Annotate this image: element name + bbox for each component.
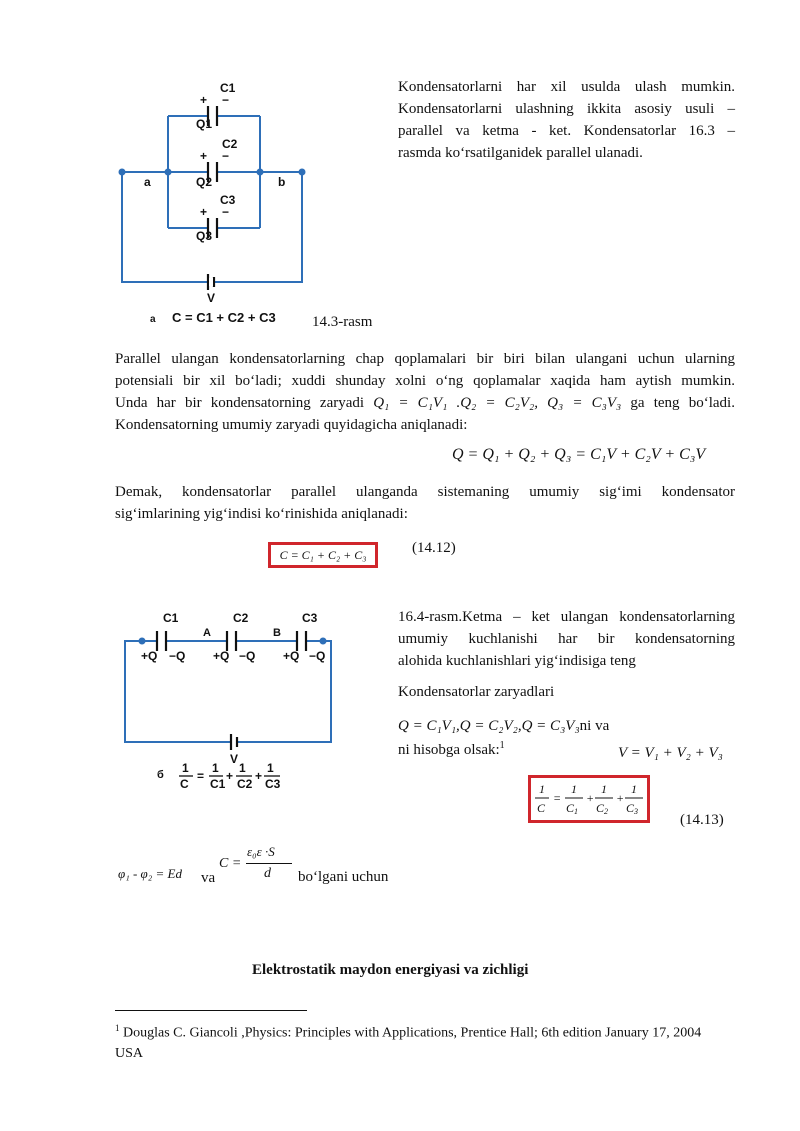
svg-text:C3: C3 [626,801,639,816]
parallel-paragraph [115,348,735,436]
intro-text [398,76,735,164]
svg-text:1: 1 [631,782,637,796]
node-left [139,638,146,645]
node-b [257,169,264,176]
charge-plus: +Q [213,649,230,663]
voltage-sum-equation: V = V₁ + V₂ + V₃ [618,745,723,761]
total-charge-equation: Q = Q₁ + Q₂ + Q₃ = C₁V + C₂V + C₃V [452,446,706,463]
svg-text:C1: C1 [566,801,579,816]
label-q3: Q3 [196,229,213,243]
text-line: Kondensatorlarni ulashning ikkita asosiy usuli – [398,101,735,117]
charge-plus: +Q [283,649,300,663]
text-line: rasmda ko‘rsatilganidek parallel ulanadi. [398,145,643,161]
footnote-line: $^1$ Douglas C. Giancoli ,Physics: Principles with Applications, Prentice Hall; 6th edition January 17, 2004 [115,1023,702,1041]
fraction-denominator: C2 [237,777,253,791]
text-line: umumiy kuchlanishi har bir kondensatorning [398,631,735,647]
plus-sign: + [200,93,208,107]
fraction-numerator: 1 [182,761,189,775]
label-node-b: B [273,627,281,639]
minus-sign: − [222,205,230,219]
fraction-denominator: C3 [265,777,281,791]
text-line: alohida kuchlanishlari yig‘indisiga teng [398,653,636,669]
text-line: Kondensatorning umumiy zaryadi quyidagicha aniqlanadi: [115,417,468,433]
panel-label: б [157,769,164,781]
svg-text:1: 1 [601,782,607,796]
svg-text:1: 1 [539,782,545,796]
fraction-denominator: C1 [210,777,226,791]
svg-text:+: + [226,769,234,783]
svg-text:=: = [197,769,205,783]
svg-text:1: 1 [571,782,577,796]
footnote-line: USA [115,1045,144,1061]
fraction-numerator: 1 [267,761,274,775]
va-word: va [201,870,216,886]
minus-sign: − [222,93,230,107]
fraction-bar [246,863,292,864]
plus-sign: + [200,149,208,163]
label-c3: C3 [220,193,236,207]
series-circuit-figure [115,608,395,798]
text-line: potensiali bir xil bo‘ladi; xuddi shunday xolni o‘ng qoplamalar xaqida ham aytish mumkin. [115,373,735,389]
series-text [398,606,735,672]
text-line: sig‘imlarining yig‘indisi ko‘rinishida aniqlanadi: [115,506,408,522]
text-line: Unda har bir kondensatorning zaryadi Q₁ = C₁V₁ .Q₂ = C₂V₂, Q₃ = C₃V₃ ga teng bo‘ladi. [115,395,735,411]
equation-14-12-box [268,542,378,568]
label-v: V [207,291,216,305]
footnote-separator [115,1010,307,1011]
equation-14-13 [531,778,647,820]
label-c1: C1 [163,611,179,625]
equation-14-12: C = C₁ + C₂ + C₃ [279,548,367,562]
label-q1: Q1 [196,117,213,131]
svg-text:+: + [255,769,263,783]
text-line: parallel va ketma - ket. Kondensatorlar 16.3 – [398,123,735,139]
capacity-paragraph [115,481,735,525]
text-line: Kondensatorlarni har xil usulda ulash mumkin. [398,79,735,95]
charge-minus: −Q [309,649,326,663]
svg-text:+: + [616,791,625,805]
svg-text:=: = [553,791,562,805]
capacitance-lhs: C = [219,856,242,871]
label-c3: C3 [302,611,318,625]
label-a: a [144,175,151,189]
label-c2: C2 [222,137,238,151]
label-v: V [230,752,239,766]
node-left [165,169,172,176]
charges-title: Kondensatorlar zaryadlari [398,684,555,700]
hisob-line: ni hisobga olsak:$^1$ [398,740,505,758]
charge-q2: .Q₂ = C₂V₂, [456,395,539,411]
capacitance-denominator: d [264,866,271,881]
panel-label: a [150,314,156,325]
charge-minus: −Q [239,649,256,663]
text-line: 16.4-rasm.Ketma – ket ulangan kondensatorlarning [398,609,735,625]
footnote-reference[interactable]: 1 [499,740,505,751]
text-line: Parallel ulangan kondensatorlarning chap qoplamalari bir biri bilan ulangani uchun ularning [115,351,735,367]
charges-line: Q = C₁V₁,Q = C₂V₂,Q = C₃V₃ni va [398,718,610,734]
capacitance-numerator: ε₀ε ·S [247,844,275,859]
charge-plus: +Q [141,649,158,663]
label-node-a: A [203,627,211,639]
section-title: Elektrostatik maydon energiyasi va zichligi [252,962,529,978]
label-b: b [278,175,286,189]
label-q2: Q2 [196,175,213,189]
equation-number: (14.13) [680,812,724,828]
text-line: Demak, kondensatorlar parallel ulanganda sistemaning umumiy sig‘imi kondensator [115,484,735,500]
footnote [115,1018,740,1064]
fraction-denominator: C [180,777,189,791]
fraction-numerator: 1 [212,761,219,775]
equation-14-13-box [528,775,650,823]
label-c2: C2 [233,611,249,625]
node-right [320,638,327,645]
plus-sign: + [200,205,208,219]
svg-text:C2: C2 [596,801,609,816]
svg-text:C: C [537,801,546,815]
bolgani-uchun: bo‘lgani uchun [298,869,389,885]
equation-number: (14.12) [412,540,456,556]
fraction-numerator: 1 [239,761,246,775]
parallel-formula: C = C1 + C2 + C3 [172,310,276,325]
node-right [299,169,306,176]
svg-text:+: + [586,791,595,805]
charge-q3: Q₃ = C₃V₃ [547,395,622,411]
charge-q1: Q₁ = C₁V₁ [373,395,448,411]
minus-sign: − [222,149,230,163]
parallel-circuit-figure [110,70,400,340]
node-a [119,169,126,176]
charge-minus: −Q [169,649,186,663]
potential-difference-equation: φ₁ - φ₂ = Ed [118,866,182,881]
charges-equation: Q = C₁V₁,Q = C₂V₂,Q = C₃V₃ [398,718,580,734]
footnote-mark: 1 [115,1023,120,1033]
figure-caption: 14.3-rasm [312,314,373,330]
label-c1: C1 [220,81,236,95]
